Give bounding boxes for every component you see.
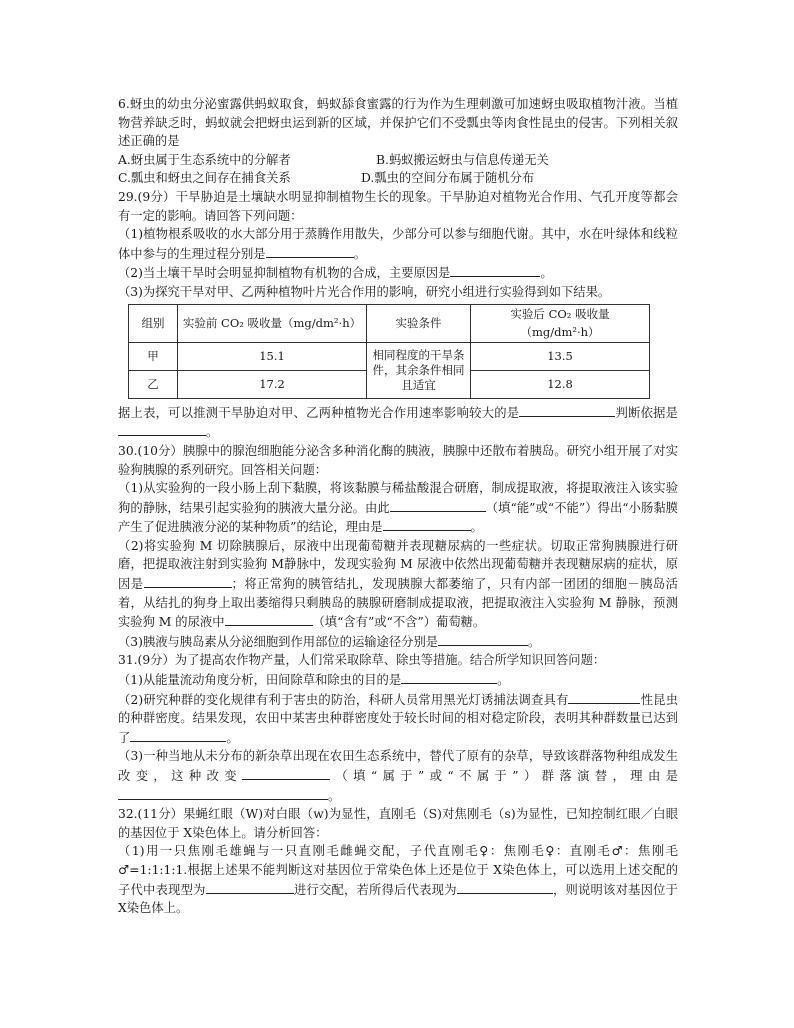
q6-option-c: C.瓢虫和蚜虫之间存在捕食关系 [118,171,291,186]
q30-sub2: （2)将实验狗 M 切除胰腺后，尿液中出现葡萄糖并表现糖尿病的一些症状。切取正常狗胰腺进行研磨，把提取液注射到实验狗 M静脉中，发现实验狗 M 尿液中依然出现葡萄糖并表现糖尿病的症状，原因是 ；将正常狗的胰管结扎，发现胰腺大都萎缩了，只有内部一团团的细胞－胰岛活着，从结扎的狗身上取出萎缩得只剩胰岛的胰腺研磨制成提取液，把提取液注入实验狗 M 静脉，预测实验狗 M 的尿液中 （填“含有”或“不含”）葡萄糖。 [118,538,678,630]
table-cell-before: 15.1 [178,342,367,370]
q30-sub1: （1)从实验狗的一段小肠上刮下黏膜，将该黏膜与稀盐酸混合研磨，制成提取液，将提取液注入该实验狗的静脉，结果引起实验狗的胰液大量分泌。由此 （填“能”或“不能”）得出“小肠黏膜产生了促进胰液分泌的某种物质”的结论，理由是 。 [118,481,678,535]
answer-blank[interactable] [390,498,486,512]
table-header-group: 组别 [129,304,178,342]
answer-blank[interactable] [118,786,328,800]
answer-blank[interactable] [457,880,553,894]
q6-option-b: B.蚂蚁搬运蚜虫与信息传递无关 [376,152,549,167]
exam-page [118,95,678,918]
q29-head: 29.(9分）干旱胁迫是土壤缺水明显抑制植物生长的现象。干旱胁迫对植物光合作用、气孔开度等都会有一定的影响。请回答下列问题： [118,189,678,223]
answer-blank[interactable] [242,766,330,780]
q32-sub1: （1)用一只焦刚毛雄蝇与一只直刚毛雌蝇交配，子代直刚毛♀：焦刚毛♀：直刚毛♂：焦刚毛♂=1:1:1:1.根据上述果不能判断这对基因位于常染色体上还是位于 X染色体上，可以选用上述交配的子代中表现型为 进行交配，若所得后代表现为 ，则说明该对基因位于 X染色体上。 [118,844,678,916]
table-cell-before: 17.2 [178,370,367,398]
q31-sub1: （1)从能量流动角度分析，田间除草和除虫的目的是 。 [118,670,678,690]
table-header-before: 实验前 CO₂ 吸收量（mg/dm²·h） [178,304,367,342]
answer-blank[interactable] [118,422,206,436]
q30-head: 30.(10分）胰腺中的腺泡细胞能分泌含多种消化酶的胰液，胰腺中还散布着胰岛。研究小组开展了对实验狗胰腺的系列研究。回答相关问题： [118,443,678,477]
answer-blank[interactable] [225,612,313,626]
q31-sub2: （2)研究种群的变化规律有利于害虫的防治，科研人员常用黑光灯诱捕法调查具有 性昆虫的种群密度。结果发现，农田中某害虫种群密度处于较长时间的相对稳定阶段，表明其种群数量已达到了 。 [118,690,678,748]
table-cell-condition: 相同程度的干旱条件，其余条件相同且适宜 [367,342,471,398]
answer-blank[interactable] [206,880,294,894]
table-cell-after: 13.5 [471,342,650,370]
q6-option-d: D.瓢虫的空间分布属于随机分布 [361,171,535,186]
q30-sub3: （3)胰液与胰岛素从分泌细胞到作用部位的运输途径分别是 。 [118,632,678,652]
q29-after-table: 据上表，可以推测干旱胁迫对甲、乙两种植物光合作用速率影响较大的是 判断依据是。 [118,403,678,442]
q29-sub1: （1)植物根系吸收的水大部分用于蒸腾作用散失，少部分可以参与细胞代谢。其中，水在叶绿体和线粒体中参与的生理过程分别是 。 [118,227,678,261]
answer-blank[interactable] [144,574,232,588]
table-cell-group: 乙 [129,370,178,398]
q6-options-row1 [118,151,678,170]
table-row [129,342,650,370]
answer-blank[interactable] [401,670,497,684]
q29-sub2: （2)当土壤干旱时会明显抑制植物有机物的合成，主要原因是 。 [118,263,678,283]
answer-blank[interactable] [266,244,354,258]
answer-blank[interactable] [130,728,226,742]
table-cell-group: 甲 [129,342,178,370]
table-cell-after: 12.8 [471,370,650,398]
q29-results-table [128,304,650,399]
q31-sub3: （3)一种当地从未分布的新杂草出现在农田生态系统中，替代了原有的杂草，导致该群落物种组成发生改变，这种改变 （填“属于”或“不属于”）群落演替，理由是。 [118,749,678,803]
q6-option-a: A.蚜虫属于生态系统中的分解者 [118,152,291,167]
q29-sub3: （3)为探究干旱对甲、乙两种植物叶片光合作用的影响，研究小组进行实验得到如下结果。 [118,284,611,299]
answer-blank[interactable] [568,690,640,704]
answer-blank[interactable] [519,403,615,417]
table-header-condition: 实验条件 [367,304,471,342]
q6-stem: 6.蚜虫的幼虫分泌蜜露供蚂蚁取食，蚂蚁舔食蜜露的行为作为生理刺激可加速蚜虫吸取植物汁液。当植物营养缺乏时，蚂蚁就会把蚜虫运到新的区域，并保护它们不受瓢虫等肉食性昆虫的侵害。下列相关叙述正确的是 [118,97,678,149]
answer-blank[interactable] [450,263,540,277]
answer-blank[interactable] [383,517,471,531]
q32-head: 32.(11分）果蝇红眼（W)对白眼（w)为显性，直刚毛（S)对焦刚毛（s)为显性，已知控制红眼／白眼的基因位于 X染色体上。请分析回答： [118,807,678,840]
q31-head: 31.(9分）为了提高农作物产量，人们常采取除草、除虫等措施。结合所学知识回答问题： [118,653,606,668]
answer-blank[interactable] [438,632,528,646]
table-header-row [129,304,650,342]
q6-options-row2 [118,169,678,188]
table-header-after: 实验后 CO₂ 吸收量（mg/dm²·h） [471,304,650,342]
